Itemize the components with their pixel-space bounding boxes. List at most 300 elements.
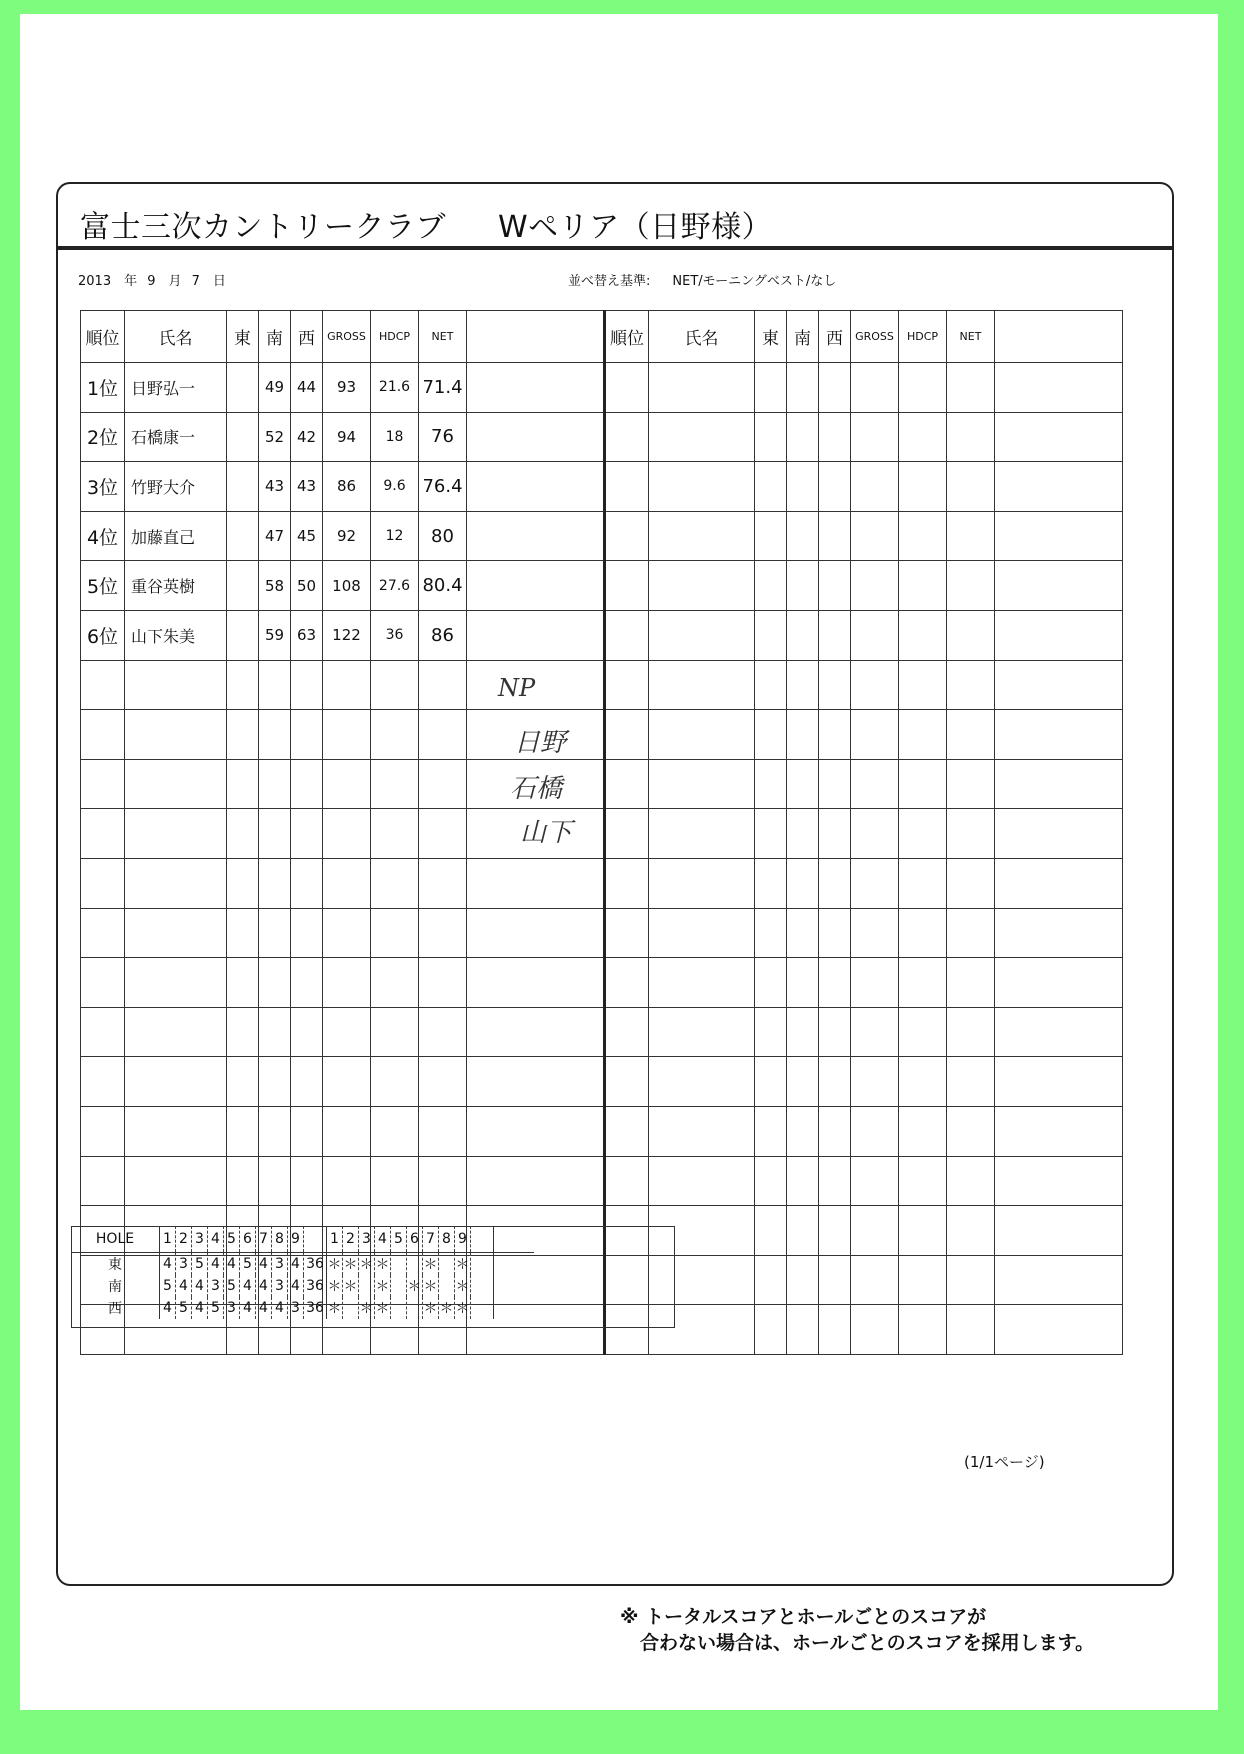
empty-cell [81,1106,125,1156]
empty-cell [755,710,787,760]
col-west-right: 西 [819,311,851,363]
empty-cell [819,1305,851,1355]
table-row [81,1156,1123,1206]
empty-cell [947,561,995,611]
empty-cell [371,660,419,710]
empty-cell [227,660,259,710]
hole-number: 6 [407,1226,423,1253]
cell-hdcp: 9.6 [371,462,419,512]
empty-cell [323,1007,371,1057]
hidden-hole-mark: ＊ [375,1253,391,1276]
empty-cell [787,1206,819,1256]
cell-net: 76 [419,412,467,462]
empty-cell [819,908,851,958]
empty-cell [851,1007,899,1057]
empty-cell [755,958,787,1008]
cell-rank: 5位 [81,561,125,611]
hidden-hole-mark: ＊ [343,1275,359,1297]
par-value: 4 [192,1297,208,1319]
cell-name: 石橋康一 [125,412,227,462]
table-row [81,759,1123,809]
empty-cell [649,610,755,660]
cell-west: 44 [291,363,323,413]
table-row [81,1106,1123,1156]
par-value: 5 [176,1297,192,1319]
par-value: 4 [256,1297,272,1319]
empty-cell [819,1156,851,1206]
empty-cell [291,958,323,1008]
hidden-hole-mark: ＊ [327,1297,343,1319]
hole-number: 5 [391,1226,407,1253]
empty-cell [899,908,947,958]
extra-cell [494,1253,535,1276]
empty-cell [81,759,125,809]
ranking-table [80,310,1123,1355]
empty-cell [899,809,947,859]
empty-cell [649,1305,755,1355]
cell-west: 63 [291,610,323,660]
empty-cell [819,660,851,710]
empty-cell [605,908,649,958]
cell-south: 59 [259,610,291,660]
par-value: 5 [240,1253,256,1276]
empty-cell [291,660,323,710]
extra-cell [494,1226,535,1253]
empty-cell [81,710,125,760]
empty-cell [947,1255,995,1305]
empty-cell [851,561,899,611]
hole-number: 4 [208,1226,224,1253]
empty-cell [851,809,899,859]
empty-cell [259,1057,291,1107]
empty-cell [419,809,467,859]
empty-cell [851,858,899,908]
empty-cell [419,908,467,958]
empty-cell [995,1305,1123,1355]
empty-cell [851,660,899,710]
empty-cell [899,660,947,710]
sort-value: NET/モーニングベスト/なし [672,274,837,289]
empty-cell [605,1156,649,1206]
empty-cell [755,610,787,660]
empty-cell [787,462,819,512]
empty-cell [467,958,605,1008]
table-row [81,858,1123,908]
par-value: 3 [208,1275,224,1297]
empty-cell [787,561,819,611]
empty-cell [755,1106,787,1156]
par-value: 5 [208,1297,224,1319]
col-net: NET [419,311,467,363]
empty-cell [947,809,995,859]
ranking-header-row [81,311,1123,363]
par-value: 4 [240,1297,256,1319]
empty-cell [605,1007,649,1057]
empty-cell [259,710,291,760]
empty-cell [947,610,995,660]
col-rank: 順位 [81,311,125,363]
table-row [81,1007,1123,1057]
empty-cell [947,1156,995,1206]
cell-south: 47 [259,511,291,561]
empty-cell [755,660,787,710]
cell-name: 日野弘一 [125,363,227,413]
empty-cell [755,1057,787,1107]
empty-cell [323,710,371,760]
empty-cell [649,363,755,413]
empty-cell [819,511,851,561]
empty-cell [947,462,995,512]
empty-cell [947,1007,995,1057]
empty-cell [819,710,851,760]
empty-cell [851,1255,899,1305]
col-west: 西 [291,311,323,363]
empty-cell [787,1007,819,1057]
hole-number: 4 [375,1226,391,1253]
empty-cell [419,710,467,760]
extra-cell [494,1275,535,1297]
empty-cell [291,1106,323,1156]
empty-cell [819,1206,851,1256]
empty-cell [605,511,649,561]
empty-cell [605,363,649,413]
par-value: 5 [160,1275,176,1297]
empty-cell [899,1057,947,1107]
par-value: 3 [288,1297,304,1319]
table-row [81,809,1123,859]
empty-cell [467,858,605,908]
par-value: 4 [192,1275,208,1297]
col-gross: GROSS [323,311,371,363]
hole-number: 3 [359,1226,375,1253]
cell-rank: 1位 [81,363,125,413]
empty-cell [851,1305,899,1355]
cell-south: 52 [259,412,291,462]
empty-cell [259,660,291,710]
par-total: 36 [304,1253,327,1276]
empty-cell [851,1057,899,1107]
hidden-hole-mark [391,1253,407,1276]
page-indicator: (1/1ページ) [964,1453,1045,1471]
par-value: 4 [176,1275,192,1297]
par-value: 3 [272,1253,288,1276]
col-blank [467,311,605,363]
empty-cell [899,1156,947,1206]
empty-cell [649,511,755,561]
extra-cell [471,1253,494,1276]
empty-cell [947,1057,995,1107]
empty-cell [323,858,371,908]
col-gross-right: GROSS [851,311,899,363]
cell-rank: 6位 [81,610,125,660]
hole-number: 1 [327,1226,343,1253]
empty-cell [787,1106,819,1156]
extra-cell [494,1297,535,1319]
cell-west: 42 [291,412,323,462]
empty-cell [851,363,899,413]
empty-cell [605,1106,649,1156]
table-row [81,363,1123,413]
empty-cell [323,660,371,710]
cell-net: 76.4 [419,462,467,512]
col-hdcp-right: HDCP [899,311,947,363]
hole-number: 2 [343,1226,359,1253]
empty-cell [605,462,649,512]
empty-cell [899,759,947,809]
empty-cell [227,710,259,760]
empty-cell [649,462,755,512]
empty-cell [605,759,649,809]
cell-west: 50 [291,561,323,611]
empty-cell [323,958,371,1008]
cell-name: 山下朱美 [125,610,227,660]
empty-cell [419,858,467,908]
hidden-hole-mark [391,1297,407,1319]
empty-cell [125,908,227,958]
cell-west: 45 [291,511,323,561]
result-sheet-frame [56,182,1174,1586]
club-name: 富士三次カントリークラブ [80,210,446,245]
empty-cell [947,759,995,809]
hidden-hole-mark: ＊ [327,1253,343,1276]
col-south: 南 [259,311,291,363]
empty-cell [419,958,467,1008]
hole-header-row [71,1226,534,1253]
empty-cell [227,1156,259,1206]
empty-cell [291,809,323,859]
empty-cell [259,958,291,1008]
empty-cell [649,908,755,958]
empty-cell [291,759,323,809]
hidden-hole-mark: ＊ [375,1297,391,1319]
empty-cell [995,462,1123,512]
hole-row [71,1253,534,1276]
empty-cell [819,759,851,809]
empty-cell [947,958,995,1008]
cell-rank: 3位 [81,462,125,512]
empty-cell [259,759,291,809]
hole-par-table [71,1226,534,1319]
cell-hdcp: 27.6 [371,561,419,611]
empty-cell [227,908,259,958]
cell-gross: 108 [323,561,371,611]
handwritten-name-2: 石橋 [510,774,563,804]
empty-cell [371,1057,419,1107]
empty-cell [819,958,851,1008]
par-value: 3 [272,1275,288,1297]
empty-cell [755,1206,787,1256]
table-row [81,908,1123,958]
table-row [81,660,1123,710]
empty-cell [819,412,851,462]
empty-cell [851,1206,899,1256]
empty-cell [819,1007,851,1057]
hole-number: 6 [240,1226,256,1253]
table-row [81,462,1123,512]
cell-net: 86 [419,610,467,660]
empty-cell [995,1255,1123,1305]
empty-cell [649,1156,755,1206]
empty-cell [291,1156,323,1206]
empty-cell [125,1156,227,1206]
par-total: 36 [304,1275,327,1297]
hole-label: HOLE [71,1226,160,1253]
empty-cell [995,710,1123,760]
par-value: 4 [288,1275,304,1297]
par-value: 4 [256,1275,272,1297]
empty-cell [899,511,947,561]
empty-cell [323,809,371,859]
empty-cell [851,759,899,809]
hole-number: 3 [192,1226,208,1253]
event-date: 2013 年 9 月 7 日 [78,274,226,289]
empty-cell [419,1156,467,1206]
handwritten-name-1: 日野 [514,728,567,758]
empty-cell [467,1156,605,1206]
hidden-hole-mark: ＊ [423,1253,439,1276]
empty-cell [649,1007,755,1057]
par-value: 5 [224,1275,240,1297]
empty-cell [323,1106,371,1156]
col-name-right: 氏名 [649,311,755,363]
cell-south: 43 [259,462,291,512]
note-line-2: 合わない場合は、ホールごとのスコアを採用します。 [640,1632,1095,1654]
cell-gross: 86 [323,462,371,512]
title-divider [58,246,1172,250]
par-value: 4 [240,1275,256,1297]
empty-cell [125,858,227,908]
empty-cell [81,1057,125,1107]
empty-cell [371,908,419,958]
col-rank-right: 順位 [605,311,649,363]
empty-cell [419,759,467,809]
cell-net: 71.4 [419,363,467,413]
empty-cell [227,958,259,1008]
hidden-hole-mark [359,1275,375,1297]
hole-number: 7 [423,1226,439,1253]
empty-cell [227,1007,259,1057]
empty-cell [259,858,291,908]
empty-cell [819,561,851,611]
empty-cell [947,710,995,760]
cell-name: 重谷英樹 [125,561,227,611]
empty-cell [605,809,649,859]
empty-cell [605,660,649,710]
empty-cell [995,1206,1123,1256]
empty-cell [755,908,787,958]
hole-number: 1 [160,1226,176,1253]
empty-cell [819,858,851,908]
empty-cell [819,1057,851,1107]
col-blank-right [995,311,1123,363]
empty-cell [787,1305,819,1355]
empty-cell [291,858,323,908]
empty-cell [947,363,995,413]
empty-cell [947,1305,995,1355]
hole-number: 9 [288,1226,304,1253]
empty-cell [259,1106,291,1156]
empty-cell [467,1106,605,1156]
course-label: 南 [71,1275,160,1297]
empty-cell [227,858,259,908]
empty-cell [899,610,947,660]
empty-cell [899,561,947,611]
empty-cell [371,710,419,760]
hidden-hole-mark: ＊ [455,1297,471,1319]
hidden-hole-mark [407,1253,423,1276]
empty-cell [787,412,819,462]
empty-cell [995,759,1123,809]
empty-cell [227,759,259,809]
empty-cell [227,1106,259,1156]
empty-cell [649,759,755,809]
table-row [81,412,1123,462]
empty-cell [291,710,323,760]
hidden-hole-mark: ＊ [407,1275,423,1297]
hole-number: 8 [439,1226,455,1253]
hole-total-header [304,1226,327,1253]
hole-number: 9 [455,1226,471,1253]
empty-cell [323,1057,371,1107]
par-total: 36 [304,1297,327,1319]
par-value: 4 [272,1297,288,1319]
hidden-hole-mark [391,1275,407,1297]
empty-cell [947,1206,995,1256]
empty-cell [995,1106,1123,1156]
par-value: 4 [160,1297,176,1319]
cell-hdcp: 21.6 [371,363,419,413]
empty-cell [649,958,755,1008]
empty-cell [649,660,755,710]
empty-cell [995,511,1123,561]
extra-cell [471,1226,494,1253]
hole-number: 7 [256,1226,272,1253]
empty-cell [851,462,899,512]
empty-cell [995,958,1123,1008]
cell-hdcp: 18 [371,412,419,462]
empty-cell [259,908,291,958]
empty-cell [851,908,899,958]
empty-cell [787,660,819,710]
empty-cell [851,958,899,1008]
empty-cell [81,958,125,1008]
empty-cell [649,809,755,859]
empty-cell [899,1007,947,1057]
empty-cell [125,710,227,760]
hidden-hole-mark: ＊ [359,1297,375,1319]
extra-cell [471,1275,494,1297]
empty-cell [467,462,605,512]
empty-cell [755,561,787,611]
empty-cell [323,908,371,958]
empty-cell [995,1057,1123,1107]
empty-cell [467,1057,605,1107]
empty-cell [995,660,1123,710]
par-value: 4 [208,1253,224,1276]
course-label: 西 [71,1297,160,1319]
empty-cell [371,1007,419,1057]
table-row [81,710,1123,760]
empty-cell [899,412,947,462]
table-row [81,511,1123,561]
empty-cell [649,858,755,908]
empty-cell [899,858,947,908]
hole-number: 8 [272,1226,288,1253]
empty-cell [995,1156,1123,1206]
empty-cell [947,660,995,710]
empty-cell [259,1156,291,1206]
empty-cell [819,610,851,660]
